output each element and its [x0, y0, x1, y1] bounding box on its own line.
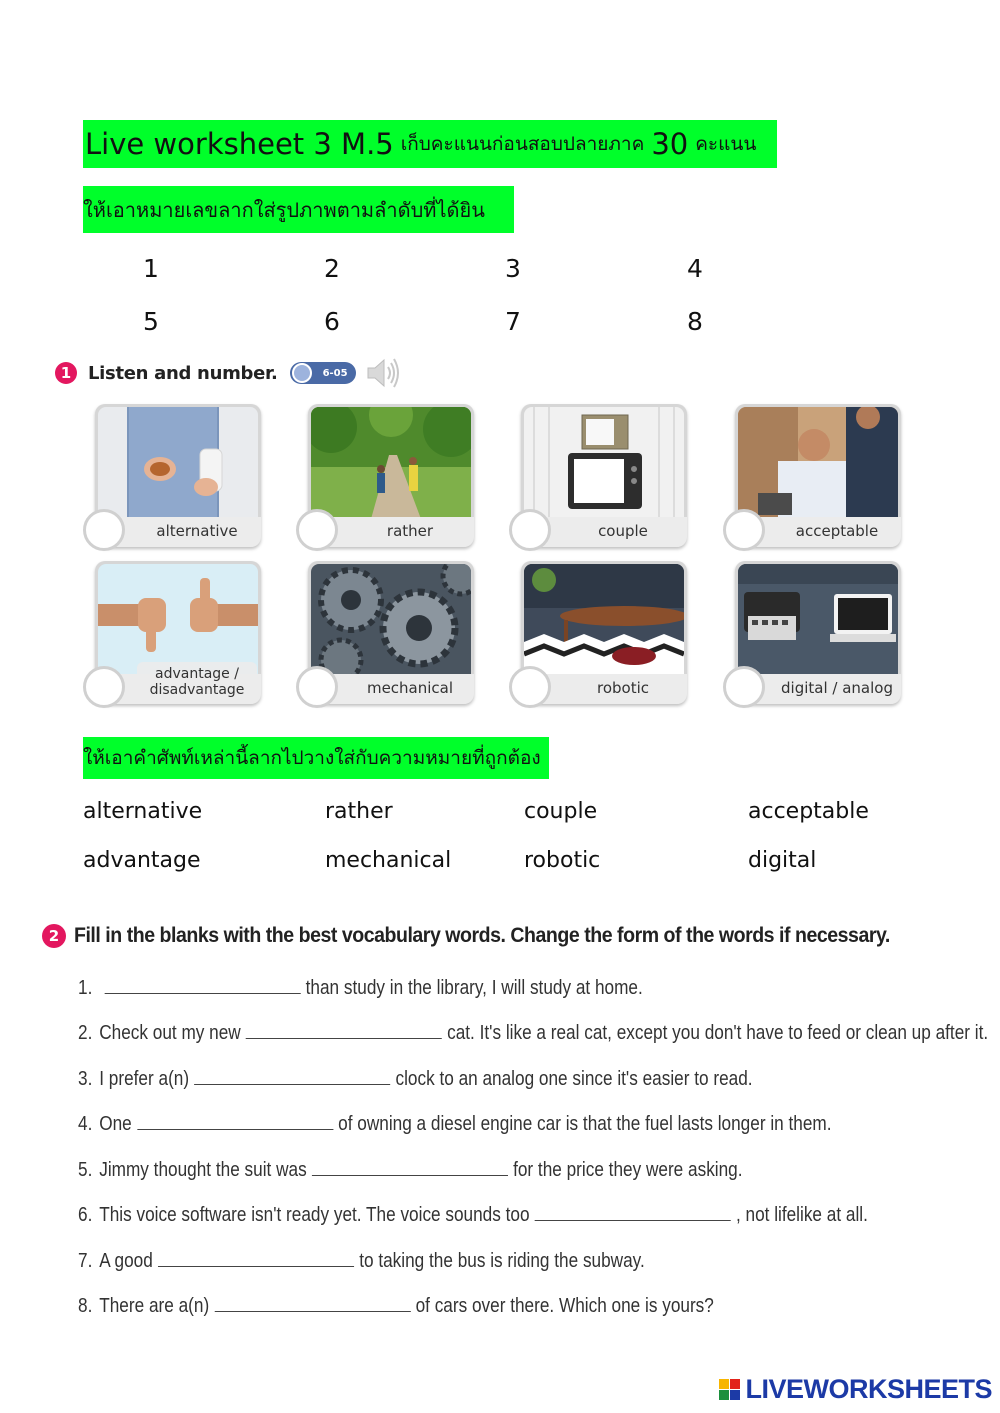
card-caption — [137, 662, 257, 702]
sentence-number: 5. — [78, 1159, 93, 1181]
number-drop-target[interactable] — [723, 509, 765, 551]
section-1-number: 1 — [55, 362, 77, 384]
sentence-before: Check out my new — [99, 1022, 241, 1044]
word-robotic[interactable]: robotic — [524, 848, 601, 873]
sentence-number: 6. — [78, 1204, 93, 1226]
answer-blank[interactable] — [214, 1293, 410, 1312]
sentence-before: One — [99, 1113, 132, 1135]
sentence-3 — [78, 1066, 753, 1091]
drag-number-8[interactable]: 8 — [687, 307, 703, 336]
photo-two-tvs — [524, 407, 684, 519]
word-couple[interactable]: couple — [524, 799, 598, 824]
sentence-4 — [78, 1111, 832, 1136]
number-drop-target[interactable] — [509, 666, 551, 708]
photo-gears — [311, 564, 471, 676]
number-drop-target[interactable] — [83, 509, 125, 551]
sentence-before: A good — [99, 1250, 153, 1272]
instruction-drag-numbers — [83, 186, 514, 233]
audio-track-badge — [290, 362, 356, 384]
card-caption: digital / analog — [781, 678, 893, 697]
sentence-number: 7. — [78, 1250, 93, 1272]
photo-park-path — [311, 407, 471, 519]
picture-card-couple — [521, 404, 687, 547]
sentence-after: , not lifelike at all. — [735, 1204, 868, 1226]
sentence-number: 8. — [78, 1295, 93, 1317]
brand-text: LIVEWORKSHEETS — [745, 1374, 992, 1404]
word-rather[interactable]: rather — [325, 799, 393, 824]
instruction-text: ให้เอาคำศัพท์เหล่านี้ลากไปวางใส่กับความหมายที่ถูกต้อง — [83, 747, 541, 769]
speaker-icon[interactable] — [364, 353, 404, 393]
section-2-number: 2 — [42, 924, 66, 948]
picture-card-advantage — [95, 561, 261, 704]
sentence-2 — [78, 1020, 988, 1045]
number-drop-target[interactable] — [83, 666, 125, 708]
photo-typewriter-laptop — [738, 564, 898, 676]
picture-card-robotic — [521, 561, 687, 704]
sentence-number: 4. — [78, 1113, 93, 1135]
section-2-label: Fill in the blanks with the best vocabulary words. Change the form of the words if necessary. — [74, 924, 890, 947]
title-unit: คะแนน — [695, 133, 757, 155]
answer-blank[interactable] — [535, 1202, 731, 1221]
photo-food-choice — [98, 407, 258, 519]
drag-number-5[interactable]: 5 — [143, 307, 159, 336]
card-caption: alternative — [156, 521, 238, 540]
photo-robot-vacuum — [524, 564, 684, 676]
word-advantage[interactable]: advantage — [83, 848, 201, 873]
worksheet-title — [83, 120, 777, 168]
sentence-7 — [78, 1248, 645, 1273]
picture-card-alternative — [95, 404, 261, 547]
answer-blank[interactable] — [194, 1066, 390, 1085]
word-acceptable[interactable]: acceptable — [748, 799, 869, 824]
card-caption: mechanical — [366, 678, 454, 697]
title-english: Live worksheet 3 M.5 — [85, 127, 394, 161]
liveworksheets-brand — [719, 1374, 992, 1405]
sentence-6 — [78, 1202, 868, 1227]
word-alternative[interactable]: alternative — [83, 799, 203, 824]
answer-blank[interactable] — [158, 1248, 354, 1267]
sentence-after: than study in the library, I will study at home. — [305, 977, 643, 999]
answer-blank[interactable] — [104, 975, 300, 994]
picture-card-rather — [308, 404, 474, 547]
section-1-header — [55, 350, 404, 396]
sentence-1 — [78, 975, 643, 1000]
sentence-after: cat. It's like a real cat, except you don't have to feed or clean up after it. — [447, 1022, 989, 1044]
sentence-before: I prefer a(n) — [99, 1068, 190, 1090]
instruction-text: ให้เอาหมายเลขลากใส่รูปภาพตามลำดับที่ได้ยิน — [83, 197, 485, 222]
track-number: 6-05 — [322, 367, 348, 379]
sentence-before: This voice software isn't ready yet. The voice sounds too — [99, 1204, 530, 1226]
sentence-5 — [78, 1157, 743, 1182]
sentence-before: There are a(n) — [99, 1295, 210, 1317]
sentence-number: 3. — [78, 1068, 93, 1090]
picture-card-mechanical — [308, 561, 474, 704]
drag-number-7[interactable]: 7 — [505, 307, 521, 336]
drag-number-6[interactable]: 6 — [324, 307, 340, 336]
drag-number-3[interactable]: 3 — [505, 254, 521, 283]
word-digital[interactable]: digital — [748, 848, 817, 873]
card-caption: robotic — [596, 678, 649, 697]
picture-card-digital-analog — [735, 561, 901, 704]
liveworksheets-logo-icon — [719, 1379, 741, 1401]
section-1-label: Listen and number. — [88, 362, 278, 384]
sentence-number: 2. — [78, 1022, 93, 1044]
number-drop-target[interactable] — [509, 509, 551, 551]
drag-number-4[interactable]: 4 — [687, 254, 703, 283]
sentence-number: 1. — [78, 977, 93, 999]
card-caption: couple — [598, 521, 648, 540]
card-caption: rather — [386, 521, 434, 540]
instruction-match-words — [83, 737, 549, 779]
cd-icon — [292, 363, 312, 383]
sentence-before: Jimmy thought the suit was — [99, 1159, 307, 1181]
caption-line-2: disadvantage — [149, 682, 245, 698]
section-2-header — [42, 924, 951, 948]
word-mechanical[interactable]: mechanical — [325, 848, 452, 873]
photo-office-approval — [738, 407, 898, 519]
number-drop-target[interactable] — [296, 509, 338, 551]
answer-blank[interactable] — [246, 1020, 442, 1039]
sentence-after: to taking the bus is riding the subway. — [359, 1250, 645, 1272]
sentence-8 — [78, 1293, 714, 1318]
sentence-after: of owning a diesel engine car is that the fuel lasts longer in them. — [338, 1113, 832, 1135]
sentence-after: of cars over there. Which one is yours? — [415, 1295, 714, 1317]
answer-blank[interactable] — [137, 1111, 333, 1130]
photo-thumbs-up-down — [98, 564, 258, 676]
title-thai: เก็บคะแนนก่อนสอบปลายภาค — [400, 133, 645, 155]
caption-line-1: advantage / — [155, 666, 239, 682]
drag-number-2[interactable]: 2 — [324, 254, 340, 283]
answer-blank[interactable] — [312, 1157, 508, 1176]
sentence-after: for the price they were asking. — [513, 1159, 743, 1181]
number-drop-target[interactable] — [296, 666, 338, 708]
sentence-after: clock to an analog one since it's easier to read. — [395, 1068, 753, 1090]
card-caption: acceptable — [795, 521, 879, 540]
number-drop-target[interactable] — [723, 666, 765, 708]
picture-card-acceptable — [735, 404, 901, 547]
title-score: 30 — [651, 127, 689, 161]
drag-number-1[interactable]: 1 — [143, 254, 159, 283]
